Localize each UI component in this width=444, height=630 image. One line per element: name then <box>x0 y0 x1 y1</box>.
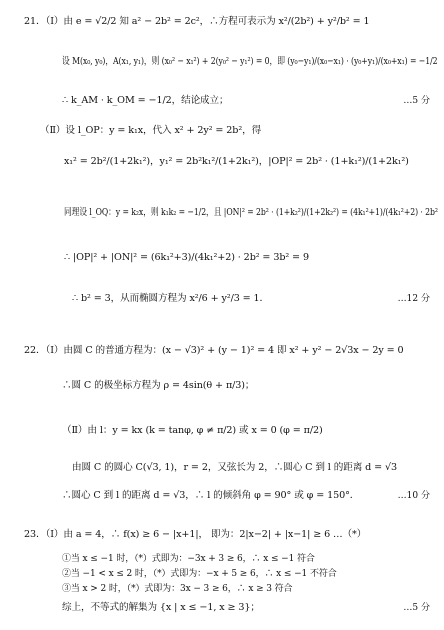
q21-part2-line1: （Ⅱ）设 l_OP：y = k₁x，代入 x² + 2y² = 2b²，得 <box>40 125 262 136</box>
q22-part2-line1: （Ⅱ）由 l：y = kx (k = tanφ, φ ≠ π/2) 或 x = 0 (φ = π/2) <box>62 425 323 436</box>
q23-part1-case3: ③当 x > 2 时，（*）式即为：3x − 3 ≥ 6，∴ x ≥ 3 符合 <box>62 584 293 594</box>
score-q21-part1: …5 分 <box>403 96 430 106</box>
q23-part1-line1: 23．（Ⅰ）由 a = 4，∴ f(x) ≥ 6 − |x+1|， 即为：2|x−2| + |x−1| ≥ 6 …（*） <box>24 529 367 540</box>
q23-part1-conclusion: 综上，不等式的解集为 {x | x ≤ −1, x ≥ 3}； <box>62 602 260 613</box>
score-q22-part2: …10 分 <box>397 491 430 501</box>
q22-part1-line1: 22．（Ⅰ）由圆 C 的普通方程为：(x − √3)² + (y − 1)² = 4 即 x² + y² − 2√3x − 2y = 0 <box>24 345 404 356</box>
score-q23-part1: …5 分 <box>403 603 430 613</box>
q23-part1-case1: ①当 x ≤ −1 时，（*）式即为：−3x + 3 ≥ 6，∴ x ≤ −1 符合 <box>62 554 315 564</box>
q21-part1-line2: 设 M(x₀, y₀)，A(x₁, y₁)，则 (x₀² − x₁²) + 2(y₀² − y₁²) = 0，即 (y₀−y₁)/(x₀−x₁) · (y₀+y₁)/(x₀+x₁) = −1/2 <box>62 56 438 67</box>
q22-part2-line3: ∴圆心 C 到 l 的距离 d = √3，∴ l 的倾斜角 φ = 90° 或 φ = 150°． <box>62 490 360 501</box>
q21-part1-line3: ∴ k_AM · k_OM = −1/2，结论成立； <box>62 95 229 106</box>
q22-part2-line2: 由圆 C 的圆心 C(√3, 1)，r = 2，又弦长为 2，∴圆心 C 到 l 的距离 d = √3 <box>72 462 398 473</box>
q21-part2-line4: ∴ |OP|² + |ON|² = (6k₁²+3)/(4k₁²+2) · 2b² = 3b² = 9 <box>64 252 309 263</box>
q21-part1-line1: 21．（Ⅰ）由 e = √2/2 知 a² − 2b² = 2c²，∴方程可表示为 x²/(2b²) + y²/b² = 1 <box>24 16 370 27</box>
q21-part2-line3: 同理设 l_OQ：y = k₂x，则 k₁k₂ = −1/2，且 |ON|² = 2b² · (1+k₂²)/(1+2k₂²) = (4k₁²+1)/(4k₁²+2) · 2b² <box>64 207 438 218</box>
q22-part1-line2: ∴圆 C 的极坐标方程为 ρ = 4sin(θ + π/3)； <box>62 380 255 391</box>
q23-part1-case2: ②当 −1 < x ≤ 2 时，（*）式即为：−x + 5 ≥ 6，∴ x ≤ −1 不符合 <box>62 569 337 579</box>
score-q21-part2: …12 分 <box>397 294 430 304</box>
q21-part2-line2: x₁² = 2b²/(1+2k₁²)，y₁² = 2b²k₁²/(1+2k₁²)，|OP|² = 2b² · (1+k₁²)/(1+2k₁²) <box>64 156 409 167</box>
q21-part2-line5: ∴ b² = 3，从而椭圆方程为 x²/6 + y²/3 = 1． <box>72 293 270 304</box>
